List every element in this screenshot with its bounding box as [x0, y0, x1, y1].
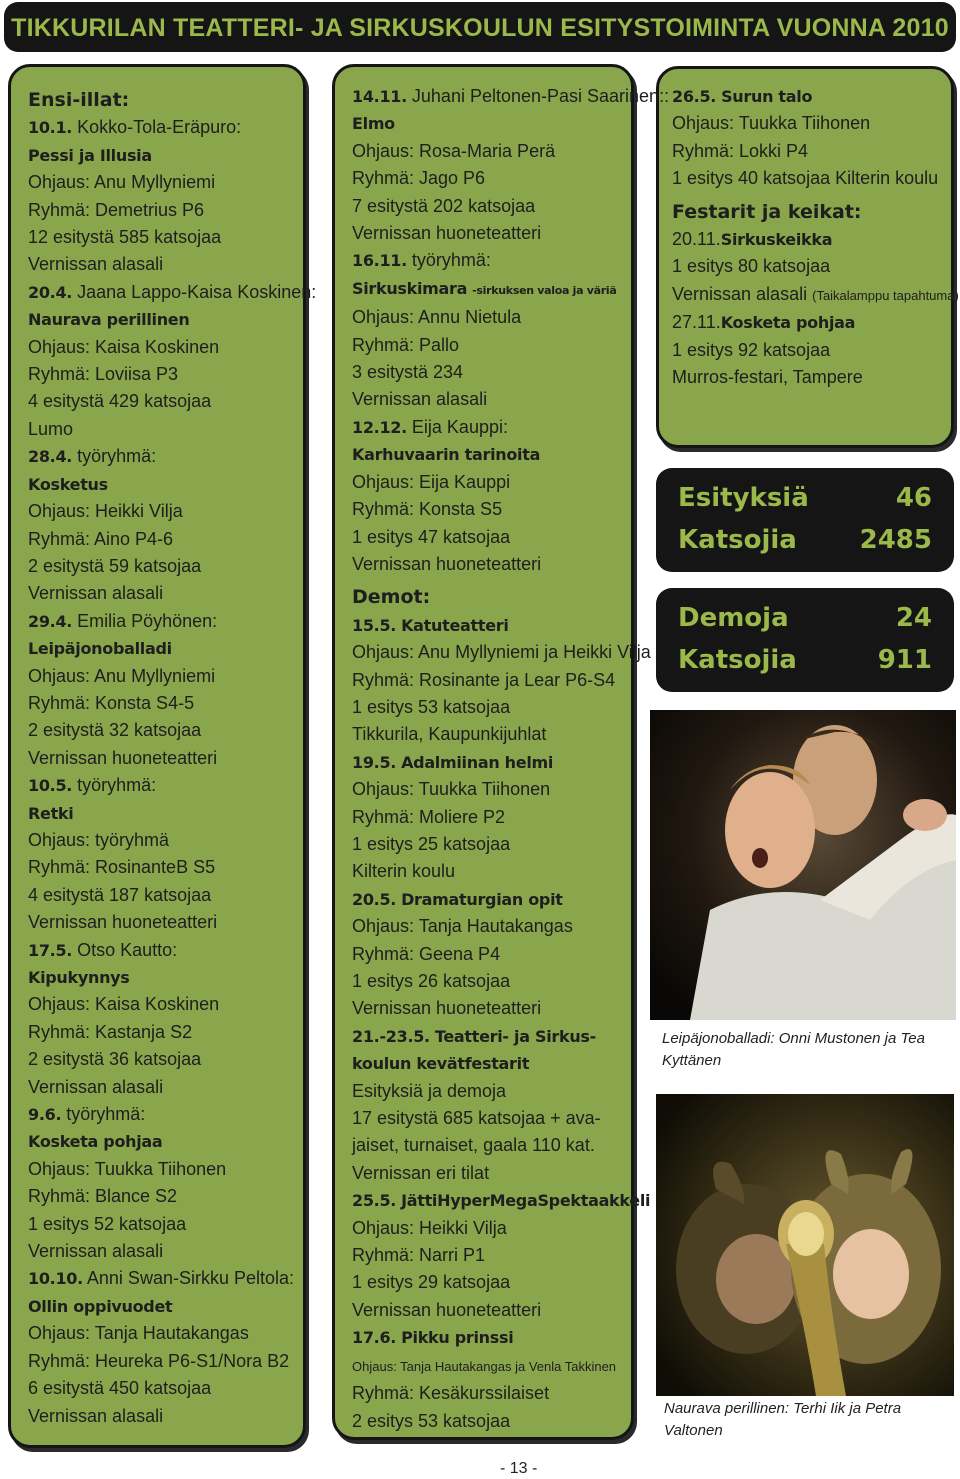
entry-detail: Ohjaus: työryhmä — [28, 829, 170, 850]
entry-detail: Ryhmä: Kesäkurssilaiset — [352, 1383, 550, 1404]
entry-line — [352, 193, 624, 220]
show-title: Adalmiinan helmi — [401, 752, 554, 772]
entry-line — [352, 831, 624, 858]
demos-stats-box — [656, 588, 954, 692]
section-heading: Demot: — [352, 586, 431, 609]
entry-line — [28, 717, 300, 744]
entry-date: 27.11. — [672, 312, 721, 333]
entry-line — [352, 1408, 624, 1435]
entry-line — [28, 991, 300, 1018]
entry-line — [28, 498, 300, 525]
entry-date: 19.5. — [352, 752, 397, 772]
entry-line — [28, 388, 300, 415]
entry-detail: Ohjaus: Tuukka Tiihonen — [352, 779, 551, 800]
entry-line — [352, 1078, 624, 1105]
entry-detail: Ohjaus: Tuukka Tiihonen — [672, 113, 871, 134]
entry-detail: Vernissan huoneteatteri — [352, 998, 542, 1019]
entry-date: 20.11. — [672, 229, 721, 250]
entry-detail: 1 esitys 53 katsojaa — [352, 696, 511, 717]
performances-value: 46 — [895, 483, 932, 513]
entry-detail: Ohjaus: Kaisa Koskinen — [28, 336, 220, 357]
entry-date: 10.1. — [28, 118, 73, 138]
entry-date: 28.4. — [28, 447, 73, 467]
entry-date: 29.4. — [28, 611, 73, 631]
entry-line — [352, 304, 624, 331]
entry-line — [28, 1074, 300, 1101]
entry-line — [352, 1160, 624, 1187]
entry-line — [672, 253, 948, 280]
entry-line — [352, 138, 624, 165]
entry-line — [352, 496, 624, 523]
entry-detail: Vernissan huoneteatteri — [352, 223, 542, 244]
entry-detail: 1 esitys 40 katsojaa Kilterin koulu — [672, 168, 939, 189]
entry-detail: Ryhmä: Blance S2 — [28, 1186, 178, 1207]
page-title: TIKKURILAN TEATTERI- JA SIRKUSKOULUN ESITYSTOIMINTA VUONNA 2010 — [4, 2, 956, 52]
entry-line — [28, 361, 300, 388]
entry-line — [28, 1348, 300, 1375]
entry-line — [28, 1019, 300, 1046]
entry-detail: Kilterin koulu — [352, 861, 456, 882]
entry-detail: Vernissan alasali — [28, 1241, 164, 1262]
entry-line — [352, 913, 624, 940]
entry-line — [352, 332, 624, 359]
entry-line — [28, 1046, 300, 1073]
entry-detail: Ryhmä: RosinanteB S5 — [28, 857, 216, 878]
entry-line — [672, 364, 948, 391]
entry-line — [672, 165, 948, 192]
entry-line — [28, 580, 300, 607]
entry-detail: Ohjaus: Tanja Hautakangas — [28, 1323, 249, 1344]
entry-author: Eija Kauppi: — [411, 416, 508, 437]
entry-line — [352, 612, 624, 639]
entry-line — [28, 443, 300, 470]
entry-line — [352, 83, 670, 110]
show-title: Kosketa pohjaa — [28, 1132, 163, 1152]
entry-line — [352, 1023, 624, 1050]
performances-row — [678, 478, 932, 518]
show-title: Leipäjonoballadi — [28, 639, 172, 659]
entry-line — [28, 854, 300, 881]
entry-line — [352, 1242, 624, 1269]
entry-line — [28, 937, 300, 964]
entry-line — [28, 416, 300, 443]
entry-line — [28, 1211, 300, 1238]
stage-photo-2 — [656, 1094, 954, 1396]
entry-detail: Ryhmä: Konsta S4-5 — [28, 692, 195, 713]
entry-line — [28, 334, 300, 361]
entry-detail: Ryhmä: Lokki P4 — [672, 140, 809, 161]
entry-line — [28, 1320, 300, 1347]
entry-detail: 1 esitys 52 katsojaa — [28, 1213, 187, 1234]
entry-detail: 4 esitystä 429 katsojaa — [28, 391, 212, 412]
entry-detail: Ryhmä: Aino P4-6 — [28, 528, 174, 549]
entry-line — [28, 1265, 300, 1292]
show-title: Naurava perillinen — [28, 310, 190, 330]
entry-detail: Vernissan huoneteatteri — [28, 912, 218, 933]
entry-line — [28, 608, 300, 635]
entry-line — [28, 964, 300, 991]
entry-line — [352, 386, 624, 413]
show-title: Kosketus — [28, 474, 108, 494]
entry-author: Emilia Pöyhönen: — [77, 610, 218, 631]
entry-line — [352, 1297, 624, 1324]
entry-detail: 1 esitys 25 katsojaa — [352, 833, 511, 854]
entry-line — [28, 1238, 300, 1265]
entry-line — [352, 776, 624, 803]
show-subtitle: -sirkuksen valoa ja väriä — [472, 283, 617, 297]
entry-line — [28, 279, 317, 306]
entry-date: 14.11. — [352, 87, 407, 106]
show-title: Teatteri- ja Sirkus- — [434, 1026, 596, 1046]
entry-line — [28, 224, 300, 251]
entry-line — [28, 772, 300, 799]
entry-detail: Ohjaus: Kaisa Koskinen — [28, 994, 220, 1015]
entry-note: (Taikalamppu tapahtuma) — [812, 287, 959, 303]
entry-author: Jaana Lappo-Kaisa Koskinen: — [77, 281, 317, 302]
entry-line — [28, 87, 300, 114]
photo1-caption: Leipäjonoballadi: Onni Mustonen ja Tea Kyttänen — [662, 1030, 925, 1069]
entry-date: 20.5. — [352, 889, 397, 909]
photo2-caption: Naurava perillinen: Terhi Iik ja Petra Valtonen — [664, 1400, 902, 1439]
demos-value: 24 — [895, 603, 932, 633]
entry-detail: Ryhmä: Rosinante ja Lear P6-S4 — [352, 669, 616, 690]
entry-line — [28, 1128, 300, 1155]
entry-detail: 2 esitystä 32 katsojaa — [28, 720, 202, 741]
show-title: Katuteatteri — [401, 615, 509, 635]
entry-line — [28, 142, 300, 169]
entry-line — [352, 1105, 624, 1132]
entry-detail: jaiset, turnaiset, gaala 110 kat. — [352, 1135, 595, 1156]
section-heading: Festarit ja keikat: — [672, 200, 862, 223]
entry-line — [28, 526, 300, 553]
entry-detail: Ohjaus: Rosa-Maria Perä — [352, 140, 556, 161]
audience-row — [678, 520, 932, 560]
stage-photo-1 — [650, 710, 956, 1020]
entry-line — [352, 359, 624, 386]
entry-detail: Tikkurila, Kaupunkijuhlat — [352, 724, 547, 745]
entry-line — [672, 83, 948, 110]
entry-line — [28, 663, 300, 690]
entry-detail: 1 esitys 26 katsojaa — [352, 971, 511, 991]
entry-line — [28, 1101, 300, 1128]
entry-line — [352, 584, 624, 611]
entry-line — [352, 995, 624, 1022]
entry-line — [28, 909, 300, 936]
show-title: Dramaturgian opit — [401, 889, 563, 909]
entry-line — [352, 968, 624, 995]
performances-label: Esityksiä — [678, 483, 809, 513]
entry-date: 17.6. — [352, 1328, 397, 1348]
entry-line — [352, 551, 624, 578]
entry-line — [672, 110, 948, 137]
demos-label: Demoja — [678, 603, 789, 633]
demo-audience-row — [678, 640, 932, 680]
entry-line — [352, 1215, 624, 1242]
entry-detail: Ryhmä: Loviisa P3 — [28, 364, 179, 385]
page-number: - 13 - — [500, 1460, 538, 1477]
entry-line — [28, 553, 300, 580]
entry-detail: 1 esitys 29 katsojaa — [352, 1272, 511, 1293]
entry-detail: Vernissan alasali — [28, 1076, 164, 1097]
entry-date: 21.-23.5. — [352, 1026, 430, 1046]
entry-detail: Ohjaus: Anu Myllyniemi — [28, 172, 216, 193]
entry-line — [672, 337, 948, 364]
entry-detail: 7 esitystä 202 katsojaa — [352, 195, 536, 216]
entry-line — [28, 471, 300, 498]
entry-detail: Vernissan huoneteatteri — [352, 553, 542, 574]
entry-line — [28, 882, 300, 909]
entry-line — [672, 138, 948, 165]
entry-detail: Ohjaus: Anu Myllyniemi ja Heikki Vilja — [352, 642, 651, 663]
entry-line — [352, 639, 651, 666]
entry-line — [28, 1156, 300, 1183]
entry-detail: 1 esitys 47 katsojaa — [352, 526, 511, 547]
naurava-perillinen-photo — [656, 1094, 954, 1396]
entry-line — [28, 800, 300, 827]
entry-detail: Ryhmä: Geena P4 — [352, 943, 501, 964]
entry-line — [28, 1293, 300, 1320]
entry-date: 15.5. — [352, 615, 397, 635]
entry-detail: 4 esitystä 187 katsojaa — [28, 884, 212, 905]
entry-detail: Murros-festari, Tampere — [672, 367, 863, 388]
entry-author: Kokko-Tola-Eräpuro: — [77, 117, 242, 138]
entry-line — [28, 1403, 300, 1430]
entry-detail: 2 esitystä 59 katsojaa — [28, 555, 202, 576]
entry-line — [352, 804, 624, 831]
entry-line — [28, 197, 300, 224]
festivals-list — [672, 83, 959, 391]
entry-author: työryhmä: — [411, 250, 491, 271]
entry-detail: Ohjaus: Tuukka Tiihonen — [28, 1158, 227, 1179]
entry-date: 10.10. — [28, 1269, 83, 1289]
entry-detail: Ohjaus: Tanja Hautakangas ja Venla Takkinen — [352, 1358, 617, 1374]
entry-line — [352, 886, 624, 913]
entry-detail: 1 esitys 92 katsojaa — [672, 339, 831, 360]
entry-detail: Ryhmä: Pallo — [352, 334, 460, 355]
entry-line — [28, 306, 300, 333]
entry-line — [28, 114, 300, 141]
show-title: Karhuvaarin tarinoita — [352, 445, 541, 465]
show-title: Surun talo — [721, 87, 813, 106]
show-title: Kipukynnys — [28, 968, 130, 987]
entry-line — [672, 309, 948, 336]
entry-line — [352, 1132, 624, 1159]
entry-detail: Ryhmä: Konsta S5 — [352, 499, 503, 520]
entry-line — [28, 251, 300, 278]
entry-date: 17.5. — [28, 940, 73, 960]
audience-value: 2485 — [859, 525, 932, 555]
entry-line — [352, 247, 624, 274]
entry-detail: Vernissan alasali — [672, 283, 808, 304]
entry-date: 12.12. — [352, 417, 407, 437]
entry-date: 16.11. — [352, 251, 407, 271]
entry-detail: Vernissan alasali — [28, 254, 164, 275]
entry-line — [352, 1269, 624, 1296]
entry-detail: Ryhmä: Moliere P2 — [352, 806, 506, 827]
show-title: Elmo — [352, 114, 395, 134]
entry-detail: Vernissan huoneteatteri — [28, 747, 218, 768]
demos-row — [678, 598, 932, 638]
entry-line — [352, 220, 624, 247]
entry-detail: 2 esitys 53 katsojaa — [352, 1410, 511, 1431]
entry-detail: Vernissan alasali — [28, 1405, 164, 1426]
entry-line — [672, 226, 948, 253]
show-title: Pikku prinssi — [401, 1328, 514, 1348]
entry-date: 26.5. — [672, 87, 717, 106]
entry-author: Anni Swan-Sirkku Peltola: — [86, 1268, 295, 1289]
entry-author: Otso Kautto: — [77, 939, 178, 960]
show-title: JättiHyperMegaSpektaakkeli — [401, 1191, 651, 1211]
entry-date: 25.5. — [352, 1191, 397, 1211]
entry-line — [352, 524, 624, 551]
entry-detail: 12 esitystä 585 katsojaa — [28, 227, 222, 248]
entry-line — [352, 667, 624, 694]
entry-author: työryhmä: — [77, 446, 157, 467]
entry-line — [352, 749, 624, 776]
entry-line — [28, 635, 300, 662]
entry-detail: Ryhmä: Heureka P6-S1/Nora B2 — [28, 1350, 290, 1371]
entry-detail: 17 esitystä 685 katsojaa + ava- — [352, 1108, 601, 1129]
premieres-list — [28, 87, 317, 1430]
entry-detail: Ryhmä: Narri P1 — [352, 1245, 486, 1266]
events-list — [352, 83, 670, 1435]
show-title: Sirkuskimara — [352, 278, 468, 298]
entry-detail: Vernissan eri tilat — [352, 1162, 490, 1183]
entry-line — [352, 275, 624, 304]
entry-author: työryhmä: — [66, 1104, 146, 1125]
entry-line — [352, 1380, 624, 1407]
entry-line — [352, 1352, 624, 1380]
entry-line — [352, 1324, 624, 1351]
entry-line — [28, 169, 300, 196]
demo-audience-value: 911 — [877, 645, 932, 675]
entry-line — [352, 414, 624, 441]
show-title: koulun kevätfestarit — [352, 1054, 530, 1074]
entry-line — [352, 1187, 651, 1214]
show-title: Ollin oppivuodet — [28, 1296, 173, 1316]
entry-line — [28, 745, 300, 772]
entry-line — [352, 441, 624, 468]
entry-detail: Ryhmä: Jago P6 — [352, 168, 486, 189]
show-title: Pessi ja Illusia — [28, 145, 152, 165]
entry-detail: Ohjaus: Heikki Vilja — [352, 1217, 507, 1238]
entry-line — [352, 165, 624, 192]
entry-detail: Ohjaus: Annu Nietula — [352, 307, 522, 328]
section-heading: Ensi-illat: — [28, 89, 130, 111]
entry-detail: 1 esitys 80 katsojaa — [672, 256, 831, 277]
entry-detail: Vernissan huoneteatteri — [352, 1299, 542, 1320]
entry-line — [352, 1050, 624, 1077]
entry-line — [352, 469, 624, 496]
entry-line — [672, 281, 959, 309]
entry-detail: 3 esitystä 234 — [352, 362, 464, 383]
audience-label: Katsojia — [678, 525, 797, 555]
entry-detail: Lumo — [28, 418, 74, 439]
entry-line — [352, 858, 624, 885]
entry-detail: Ryhmä: Demetrius P6 — [28, 199, 205, 220]
entry-detail: Vernissan alasali — [28, 583, 164, 604]
entry-detail: Ohjaus: Eija Kauppi — [352, 471, 511, 492]
entry-detail: Vernissan alasali — [352, 389, 488, 410]
entry-date: 9.6. — [28, 1105, 62, 1125]
show-title: Sirkuskeikka — [720, 230, 833, 250]
entry-author: työryhmä: — [77, 775, 157, 796]
entry-line — [352, 721, 624, 748]
entry-line — [28, 690, 300, 717]
entry-detail: Ryhmä: Kastanja S2 — [28, 1021, 193, 1042]
entry-line — [352, 110, 624, 137]
entry-line — [28, 827, 300, 854]
entry-line — [28, 1183, 300, 1210]
show-title: Kosketa pohjaa — [720, 313, 856, 333]
entry-detail: 2 esitystä 36 katsojaa — [28, 1049, 202, 1070]
leipajonoballadi-photo — [650, 710, 956, 1020]
entry-detail: Ohjaus: Tanja Hautakangas — [352, 916, 573, 937]
entry-detail: Esityksiä ja demoja — [352, 1080, 507, 1101]
demo-audience-label: Katsojia — [678, 645, 797, 675]
performances-stats-box — [656, 468, 954, 572]
entry-detail: Ohjaus: Anu Myllyniemi — [28, 665, 216, 686]
entry-detail: 6 esitystä 450 katsojaa — [28, 1378, 212, 1399]
entry-author: Juhani Peltonen-Pasi Saarinen:: — [411, 86, 670, 106]
entry-date: 10.5. — [28, 776, 73, 796]
entry-line — [28, 1375, 300, 1402]
entry-line — [352, 694, 624, 721]
entry-line — [672, 199, 948, 226]
entry-date: 20.4. — [28, 282, 73, 302]
entry-detail: Ohjaus: Heikki Vilja — [28, 501, 183, 522]
show-title: Retki — [28, 803, 74, 823]
entry-line — [352, 941, 624, 968]
